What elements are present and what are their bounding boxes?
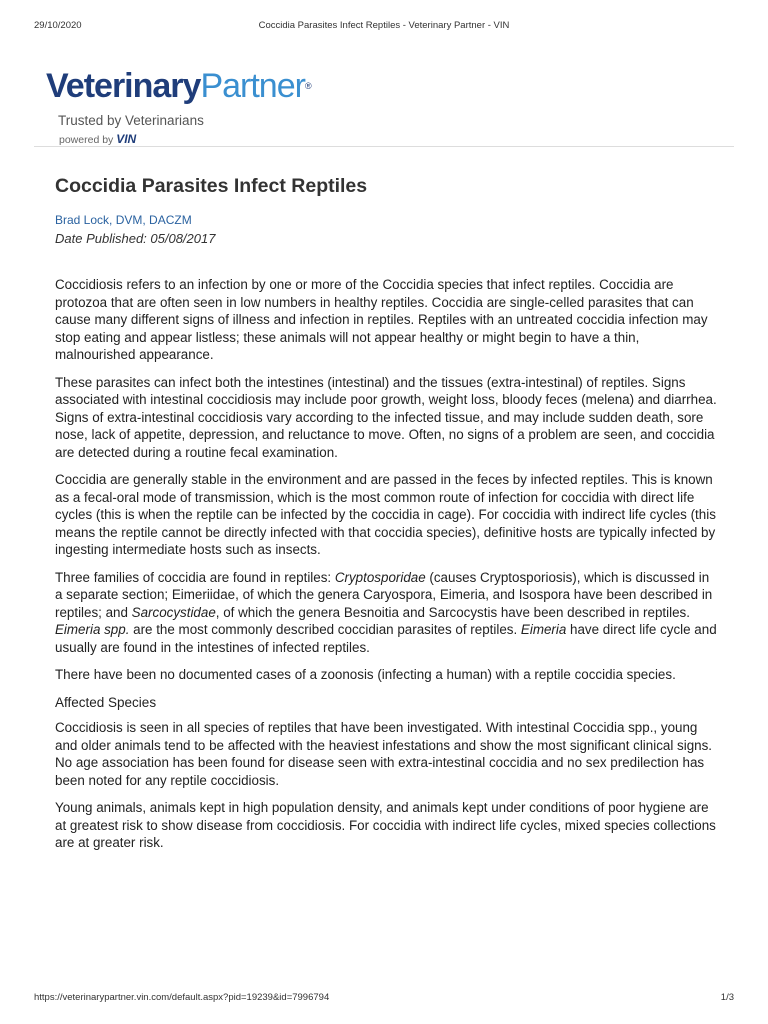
author-link[interactable]: Brad Lock, DVM, DACZM <box>55 213 192 227</box>
registered-mark: ® <box>304 81 311 91</box>
print-page-title: Coccidia Parasites Infect Reptiles - Veterinary Partner - VIN <box>258 20 510 31</box>
text-run: are the most commonly described coccidian parasites of reptiles. <box>129 622 521 637</box>
logo-word-veterinary: Veterinary <box>46 67 201 105</box>
text-run: , of which the genera Besnoitia and Sarcocystis have been described in reptiles. <box>215 604 690 620</box>
taxon-eimeria-spp: Eimeria spp. <box>55 622 130 637</box>
logo-word-partner: Partner <box>200 67 305 105</box>
paragraph-families <box>55 569 720 657</box>
heading-affected-species: Affected Species <box>55 694 157 710</box>
page-number: 1/3 <box>720 992 734 1003</box>
veterinary-partner-logo[interactable] <box>46 67 311 148</box>
text-run: (causes Cryptosporiosis), which is discussed in a separate section; Eimeriidae, of which the genera Caryospora, Eimeria, and Isospora have been described in reptiles; and <box>55 569 713 620</box>
paragraph-zoonosis: There have been no documented cases of a zoonosis (infecting a human) with a reptile coccidia species. <box>55 667 676 682</box>
text-run: have direct life cycle and usually are found in the intestines of infected reptiles. <box>55 622 717 655</box>
date-published: Date Published: 05/08/2017 <box>55 231 216 246</box>
taxon-cryptosporidae: Cryptosporidae <box>334 569 426 585</box>
print-url: https://veterinarypartner.vin.com/default.aspx?pid=19239&id=7996794 <box>34 992 330 1003</box>
taxon-eimeria: Eimeria <box>520 622 567 637</box>
article-body <box>55 276 720 862</box>
vin-logo: VIN <box>116 132 137 146</box>
powered-by-text: powered by <box>59 134 114 146</box>
print-date: 29/10/2020 <box>34 20 82 31</box>
paragraph-intro: Coccidiosis refers to an infection by one or more of the Coccidia species that infect reptiles. Coccidia are protozoa that are often seen in low numbers in healthy reptiles. Coccidia are single-celled parasites that can cause many different signs of illness and infection in reptiles. Reptiles with an untreated coccidia infection may stop eating and appear listless; these animals will not appear healthy or might begin to have a thin, malnourished appearance. <box>55 277 708 362</box>
logo-powered-by <box>59 132 136 146</box>
paragraph-risk-factors: Young animals, animals kept in high population density, and animals kept under conditions of poor hygiene are at greatest risk to show disease from coccidiosis. For coccidia with indirect life cycles, mixed species collections are at greater risk. <box>55 800 716 850</box>
print-footer <box>34 992 734 1006</box>
taxon-sarcocystidae: Sarcocystidae <box>131 604 216 620</box>
text-run: Three families of coccidia are found in reptiles: <box>55 569 335 585</box>
article-title: Coccidia Parasites Infect Reptiles <box>55 175 368 197</box>
paragraph-transmission: Coccidia are generally stable in the environment and are passed in the feces by infected reptiles. This is known as a fecal-oral mode of transmission, which is the most common route of infection for coccidia with direct life cycles (this is when the reptile can be infected by the coccidia in cage). For coccidia with indirect life cycles (this means the reptile cannot be directly infected with that coccidia species), definitive hosts are typically infected by ingesting intermediate hosts such as insects. <box>55 472 716 557</box>
logo-tagline: Trusted by Veterinarians <box>58 113 204 128</box>
logo-wordmark <box>46 67 311 105</box>
paragraph-infection-sites: These parasites can infect both the intestines (intestinal) and the tissues (extra-intestinal) of reptiles. Signs associated with intestinal coccidiosis may include poor growth, weight loss, bloody feces (melena) and diarrhea. Signs of extra-intestinal coccidiosis vary according to the infected tissue, and may include sudden death, sore nose, lack of appetite, depression, and reluctance to move. Often, no signs of a problem are seen, and coccidia are detected during a routine fecal examination. <box>55 374 717 460</box>
print-header <box>34 20 734 34</box>
paragraph-affected-species: Coccidiosis is seen in all species of reptiles that have been investigated. With intestinal Coccidia spp., young and older animals tend to be affected with the heaviest infestations and show the most significant clinical signs. No age association has been found for disease seen with extra-intestinal coccidia and no sex predilection has been noted for any reptile coccidiosis. <box>55 720 713 788</box>
header-divider <box>34 146 734 147</box>
